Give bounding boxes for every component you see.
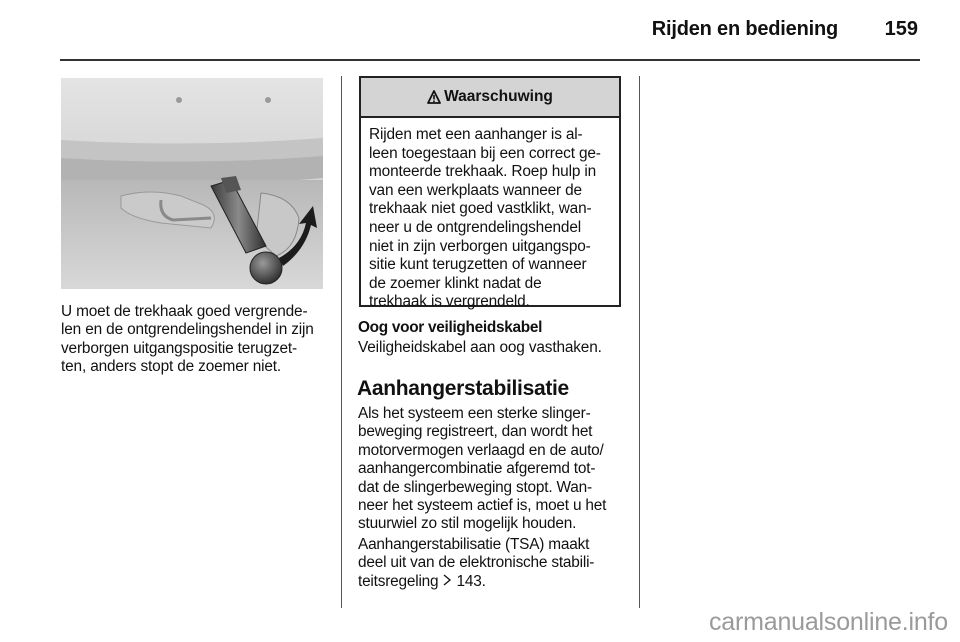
- column-divider-1: [341, 76, 342, 608]
- warning-line: leen toegestaan bij een correct ge-: [369, 144, 601, 162]
- warning-line: sitie kunt terugzetten of wanneer: [369, 256, 587, 274]
- stabilisation-heading: Aanhangerstabilisatie: [357, 377, 569, 400]
- warning-text: [361, 118, 619, 312]
- safety-cable-text: Veiligheidskabel aan oog vasthaken.: [358, 339, 602, 356]
- warning-title: Waarschuwing: [444, 88, 553, 105]
- column-divider-2: [639, 76, 640, 608]
- paragraph-line: stuurwiel zo stil mogelijk houden.: [358, 515, 577, 533]
- caption-line: U moet de trekhaak goed vergrende-: [61, 303, 308, 320]
- warning-line: van een werkplaats wanneer de: [369, 181, 582, 199]
- warning-header: [361, 78, 619, 118]
- warning-line: neer u de ontgrendelingshendel: [369, 218, 581, 236]
- caption-line: len en de ontgrendelingshendel in zijn: [61, 321, 314, 339]
- paragraph-line: [358, 573, 638, 591]
- paragraph-line: Aanhangerstabilisatie (TSA) maakt: [358, 536, 590, 553]
- page-number: 159: [884, 18, 918, 40]
- warning-line: monteerde trekhaak. Roep hulp in: [369, 163, 597, 181]
- header-divider: [60, 59, 920, 61]
- paragraph-line: motorvermogen verlaagd en de auto/: [358, 441, 604, 459]
- figure-caption: [61, 303, 329, 377]
- paragraph-line: Als het systeem een sterke slinger-: [358, 405, 591, 422]
- warning-box: [359, 76, 621, 311]
- section-title: Rijden en bediening: [651, 18, 838, 40]
- safety-cable-heading: Oog voor veiligheidskabel: [358, 319, 543, 336]
- warning-line: Rijden met een aanhanger is al-: [369, 126, 583, 143]
- caption-line: verborgen uitgangspositie terugzet-: [61, 339, 298, 357]
- caption-line: ten, anders stopt de zoemer niet.: [61, 358, 282, 376]
- warning-triangle-icon: [427, 90, 441, 104]
- stabilisation-paragraph-1: [358, 405, 638, 534]
- paragraph-line: dat de slingerbeweging stopt. Wan-: [358, 478, 592, 496]
- warning-line: trekhaak niet goed vastklikt, wan-: [369, 200, 592, 218]
- warning-line: niet in zijn verborgen uitgangspo-: [369, 237, 591, 255]
- tow-hook-illustration: [61, 78, 323, 289]
- page-reference-arrow-icon: [442, 574, 452, 586]
- watermark: carmanualsonline.info: [708, 608, 948, 636]
- stabilisation-paragraph-2: [358, 536, 638, 591]
- warning-line: trekhaak is vergrendeld.: [369, 293, 530, 311]
- reference-text: teitsregeling: [358, 572, 439, 590]
- paragraph-line: neer het systeem actief is, moet u het: [358, 497, 607, 515]
- paragraph-line: beweging registreert, dan wordt het: [358, 423, 593, 441]
- warning-line: de zoemer klinkt nadat de: [369, 274, 542, 292]
- paragraph-line: deel uit van de elektronische stabili-: [358, 554, 595, 572]
- reference-page-link[interactable]: 143.: [456, 572, 486, 590]
- paragraph-line: aanhangercombinatie afgeremd tot-: [358, 460, 596, 478]
